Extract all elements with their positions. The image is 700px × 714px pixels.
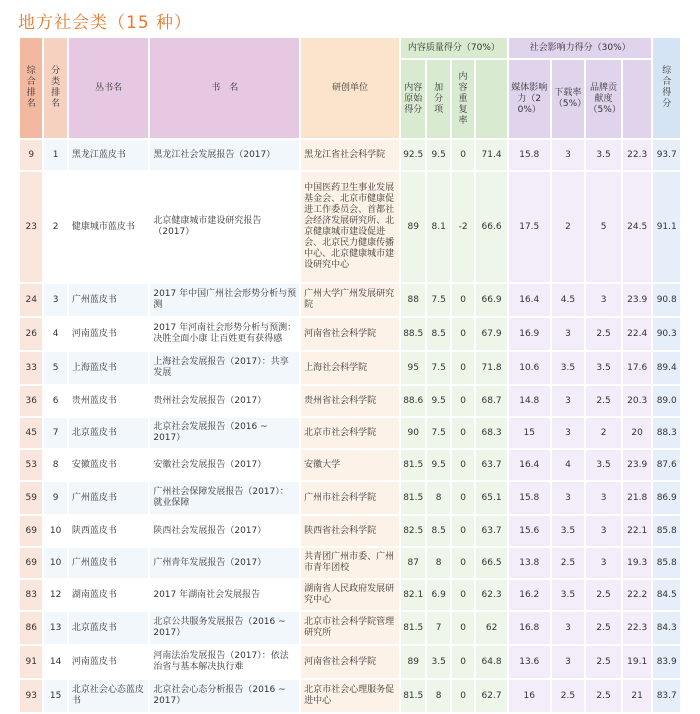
cell-social-score: 22.3 [623, 140, 652, 170]
cell-research-unit: 河南省社会科学院 [301, 646, 399, 678]
cell-category-rank: 13 [44, 612, 66, 644]
cell-quality-bonus: 9.5 [427, 450, 449, 480]
cell-media-influence: 16.8 [509, 612, 550, 644]
cell-quality-duplication: 0 [452, 548, 474, 578]
header-social-score [623, 60, 652, 138]
cell-download-rate: 3.5 [552, 352, 585, 384]
table-row [20, 580, 680, 610]
cell-book-title: 河南法治发展报告（2017）：依法治省与基本解决执行难 [150, 646, 299, 678]
cell-quality-duplication: 0 [452, 318, 474, 350]
cell-brand-contribution: 2.5 [586, 386, 621, 416]
cell-rank: 53 [20, 450, 42, 480]
cell-quality-score: 67.9 [476, 318, 507, 350]
cell-download-rate: 2 [552, 172, 585, 282]
table-row [20, 140, 680, 170]
header-download-rate: 下载率（5%） [552, 60, 585, 138]
header-research-unit: 研创单位 [301, 38, 399, 138]
cell-quality-duplication: 0 [452, 680, 474, 712]
cell-download-rate: 4.5 [552, 284, 585, 316]
cell-total-score: 89.0 [653, 386, 680, 416]
table-row [20, 646, 680, 678]
cell-media-influence: 13.8 [509, 548, 550, 578]
table-row [20, 612, 680, 644]
table-row [20, 548, 680, 578]
cell-rank: 24 [20, 284, 42, 316]
cell-total-score: 87.6 [653, 450, 680, 480]
cell-category-rank: 3 [44, 284, 66, 316]
cell-quality-original: 87 [401, 548, 425, 578]
cell-media-influence: 16.4 [509, 284, 550, 316]
cell-quality-original: 82.5 [401, 516, 425, 546]
cell-quality-duplication: 0 [452, 482, 474, 514]
cell-media-influence: 16 [509, 680, 550, 712]
cell-category-rank: 15 [44, 680, 66, 712]
cell-social-score: 22.1 [623, 516, 652, 546]
cell-research-unit: 贵州省社会科学院 [301, 386, 399, 416]
header-quality-score [476, 60, 507, 138]
cell-quality-duplication: 0 [452, 450, 474, 480]
cell-quality-bonus: 8 [427, 680, 449, 712]
ranking-table [18, 36, 682, 714]
cell-download-rate: 3 [552, 612, 585, 644]
cell-quality-score: 62.3 [476, 580, 507, 610]
cell-series-name: 上海蓝皮书 [69, 352, 149, 384]
cell-social-score: 23.9 [623, 284, 652, 316]
table-row [20, 450, 680, 480]
page-title: 地方社会类（15 种） [18, 13, 193, 33]
cell-research-unit: 中国医药卫生事业发展基金会、北京市健康促进工作委员会、首都社会经济发展研究所、北京健康城市建设促进会、北京民力健康传播中心、北京健康城市建设研究中心 [301, 172, 399, 282]
cell-rank: 93 [20, 680, 42, 712]
cell-book-title: 陕西社会发展报告（2017） [150, 516, 299, 546]
cell-media-influence: 16.9 [509, 318, 550, 350]
cell-category-rank: 10 [44, 548, 66, 578]
cell-quality-bonus: 7.5 [427, 284, 449, 316]
cell-quality-duplication: 0 [452, 284, 474, 316]
cell-total-score: 91.1 [653, 172, 680, 282]
cell-social-score: 24.5 [623, 172, 652, 282]
cell-quality-score: 63.7 [476, 450, 507, 480]
cell-quality-score: 71.4 [476, 140, 507, 170]
cell-brand-contribution: 3.5 [586, 140, 621, 170]
cell-series-name: 黑龙江蓝皮书 [69, 140, 149, 170]
cell-social-score: 21 [623, 680, 652, 712]
table-row [20, 482, 680, 514]
cell-download-rate: 3 [552, 318, 585, 350]
cell-quality-score: 65.1 [476, 482, 507, 514]
cell-research-unit: 北京市社会科学院 [301, 418, 399, 448]
cell-rank: 59 [20, 482, 42, 514]
cell-media-influence: 10.6 [509, 352, 550, 384]
cell-brand-contribution: 3 [586, 548, 621, 578]
cell-brand-contribution: 5 [586, 172, 621, 282]
table-row [20, 172, 680, 282]
cell-social-score: 23.9 [623, 450, 652, 480]
cell-research-unit: 广州大学广州发展研究院 [301, 284, 399, 316]
cell-research-unit: 黑龙江省社会科学院 [301, 140, 399, 170]
cell-media-influence: 17.5 [509, 172, 550, 282]
cell-quality-original: 81.5 [401, 450, 425, 480]
cell-rank: 83 [20, 580, 42, 610]
cell-research-unit: 北京市社会科学院管理研究所 [301, 612, 399, 644]
header-media-influence: 媒体影响力（20%） [509, 60, 550, 138]
cell-rank: 91 [20, 646, 42, 678]
cell-brand-contribution: 2.5 [586, 318, 621, 350]
cell-quality-original: 82.1 [401, 580, 425, 610]
cell-brand-contribution: 2.5 [586, 580, 621, 610]
cell-quality-original: 92.5 [401, 140, 425, 170]
cell-research-unit: 安徽大学 [301, 450, 399, 480]
cell-total-score: 84.5 [653, 580, 680, 610]
cell-research-unit: 湖南省人民政府发展研究中心 [301, 580, 399, 610]
cell-quality-original: 89 [401, 172, 425, 282]
cell-quality-score: 66.9 [476, 284, 507, 316]
cell-quality-bonus: 7.5 [427, 352, 449, 384]
cell-book-title: 广州青年发展报告（2017） [150, 548, 299, 578]
cell-category-rank: 2 [44, 172, 66, 282]
cell-media-influence: 16.4 [509, 450, 550, 480]
cell-research-unit: 陕西省社会科学院 [301, 516, 399, 546]
cell-quality-original: 81.5 [401, 680, 425, 712]
cell-book-title: 北京公共服务发展报告（2016 ~ 2017） [150, 612, 299, 644]
cell-total-score: 90.3 [653, 318, 680, 350]
cell-total-score: 84.3 [653, 612, 680, 644]
cell-quality-original: 90 [401, 418, 425, 448]
cell-brand-contribution: 3.5 [586, 352, 621, 384]
cell-social-score: 20 [623, 418, 652, 448]
header-total-score: 综合得分 [653, 38, 680, 138]
cell-media-influence: 16.2 [509, 580, 550, 610]
cell-book-title: 2017 年中国广州社会形势分析与预测 [150, 284, 299, 316]
cell-total-score: 83.9 [653, 646, 680, 678]
cell-quality-score: 66.5 [476, 548, 507, 578]
cell-quality-original: 95 [401, 352, 425, 384]
cell-brand-contribution: 2.5 [586, 612, 621, 644]
header-quality-group: 内容质量得分（70%） [401, 38, 507, 58]
cell-quality-original: 81.5 [401, 482, 425, 514]
cell-total-score: 88.3 [653, 418, 680, 448]
cell-rank: 9 [20, 140, 42, 170]
cell-research-unit: 广州市社会科学院 [301, 482, 399, 514]
table-row [20, 386, 680, 416]
cell-media-influence: 15.8 [509, 482, 550, 514]
cell-rank: 33 [20, 352, 42, 384]
cell-social-score: 22.3 [623, 612, 652, 644]
cell-series-name: 广州蓝皮书 [69, 482, 149, 514]
cell-social-score: 17.6 [623, 352, 652, 384]
cell-series-name: 广州蓝皮书 [69, 548, 149, 578]
cell-media-influence: 15.6 [509, 516, 550, 546]
cell-total-score: 85.8 [653, 516, 680, 546]
cell-social-score: 22.4 [623, 318, 652, 350]
cell-book-title: 北京社会心态分析报告（2016 ~ 2017） [150, 680, 299, 712]
cell-research-unit: 上海社会科学院 [301, 352, 399, 384]
cell-research-unit: 共青团广州市委、广州市青年团校 [301, 548, 399, 578]
cell-series-name: 湖南蓝皮书 [69, 580, 149, 610]
cell-series-name: 广州蓝皮书 [69, 284, 149, 316]
cell-total-score: 85.8 [653, 548, 680, 578]
header-book-title: 书 名 [150, 38, 299, 138]
cell-rank: 69 [20, 516, 42, 546]
table-row [20, 352, 680, 384]
cell-quality-duplication: 0 [452, 140, 474, 170]
header-category-rank: 分类排名 [44, 38, 66, 138]
cell-category-rank: 12 [44, 580, 66, 610]
cell-social-score: 22.2 [623, 580, 652, 610]
cell-quality-duplication: 0 [452, 580, 474, 610]
table-row [20, 516, 680, 546]
cell-category-rank: 1 [44, 140, 66, 170]
cell-download-rate: 3.5 [552, 516, 585, 546]
cell-series-name: 北京蓝皮书 [69, 612, 149, 644]
cell-series-name: 陕西蓝皮书 [69, 516, 149, 546]
cell-research-unit: 河南省社会科学院 [301, 318, 399, 350]
cell-category-rank: 14 [44, 646, 66, 678]
cell-social-score: 20.3 [623, 386, 652, 416]
cell-download-rate: 3 [552, 418, 585, 448]
cell-total-score: 89.4 [653, 352, 680, 384]
cell-brand-contribution: 2.5 [586, 680, 621, 712]
cell-media-influence: 14.8 [509, 386, 550, 416]
cell-social-score: 21.8 [623, 482, 652, 514]
cell-total-score: 90.8 [653, 284, 680, 316]
cell-brand-contribution: 3 [586, 516, 621, 546]
cell-download-rate: 4 [552, 450, 585, 480]
cell-quality-duplication: -2 [452, 172, 474, 282]
cell-download-rate: 3.5 [552, 580, 585, 610]
cell-download-rate: 2.5 [552, 548, 585, 578]
cell-category-rank: 10 [44, 516, 66, 546]
cell-download-rate: 3 [552, 482, 585, 514]
cell-book-title: 北京社会发展报告（2016 ~ 2017） [150, 418, 299, 448]
cell-series-name: 安徽蓝皮书 [69, 450, 149, 480]
cell-category-rank: 7 [44, 418, 66, 448]
cell-rank: 69 [20, 548, 42, 578]
cell-quality-original: 88.6 [401, 386, 425, 416]
cell-book-title: 广州社会保障发展报告（2017）：就业保障 [150, 482, 299, 514]
cell-quality-bonus: 7.5 [427, 418, 449, 448]
cell-quality-score: 63.7 [476, 516, 507, 546]
cell-category-rank: 8 [44, 450, 66, 480]
cell-series-name: 河南蓝皮书 [69, 646, 149, 678]
header-brand-contribution: 品牌贡献度（5%） [586, 60, 621, 138]
cell-quality-duplication: 0 [452, 516, 474, 546]
cell-book-title: 北京健康城市建设研究报告（2017） [150, 172, 299, 282]
cell-quality-original: 88.5 [401, 318, 425, 350]
ranking-table-container [18, 36, 682, 714]
cell-social-score: 19.3 [623, 548, 652, 578]
cell-total-score: 83.7 [653, 680, 680, 712]
cell-quality-original: 88 [401, 284, 425, 316]
cell-series-name: 贵州蓝皮书 [69, 386, 149, 416]
cell-book-title: 贵州社会发展报告（2017） [150, 386, 299, 416]
cell-download-rate: 3 [552, 386, 585, 416]
cell-download-rate: 3 [552, 140, 585, 170]
cell-rank: 86 [20, 612, 42, 644]
cell-media-influence: 15.8 [509, 140, 550, 170]
cell-rank: 23 [20, 172, 42, 282]
cell-quality-duplication: 0 [452, 612, 474, 644]
cell-category-rank: 9 [44, 482, 66, 514]
cell-rank: 36 [20, 386, 42, 416]
header-quality-duplication: 内容重复率 [452, 60, 474, 138]
cell-rank: 45 [20, 418, 42, 448]
cell-quality-score: 71.8 [476, 352, 507, 384]
table-row [20, 284, 680, 316]
cell-brand-contribution: 2 [586, 418, 621, 448]
cell-series-name: 北京社会心态蓝皮书 [69, 680, 149, 712]
header-series-name: 丛书名 [69, 38, 149, 138]
cell-download-rate: 2.5 [552, 680, 585, 712]
cell-category-rank: 6 [44, 386, 66, 416]
cell-total-score: 93.7 [653, 140, 680, 170]
cell-book-title: 2017 年河南社会形势分析与预测：决胜全面小康 让百姓更有获得感 [150, 318, 299, 350]
cell-quality-bonus: 6.9 [427, 580, 449, 610]
cell-quality-duplication: 0 [452, 352, 474, 384]
cell-quality-bonus: 8 [427, 548, 449, 578]
cell-series-name: 河南蓝皮书 [69, 318, 149, 350]
cell-book-title: 安徽社会发展报告（2017） [150, 450, 299, 480]
cell-series-name: 健康城市蓝皮书 [69, 172, 149, 282]
cell-quality-bonus: 3.5 [427, 646, 449, 678]
cell-book-title: 上海社会发展报告（2017）：共享发展 [150, 352, 299, 384]
cell-quality-bonus: 7 [427, 612, 449, 644]
cell-quality-score: 62.7 [476, 680, 507, 712]
cell-book-title: 2017 年湖南社会发展报告 [150, 580, 299, 610]
table-row [20, 318, 680, 350]
cell-quality-bonus: 9.5 [427, 386, 449, 416]
cell-quality-score: 66.6 [476, 172, 507, 282]
cell-total-score: 86.9 [653, 482, 680, 514]
header-quality-bonus: 加分项 [427, 60, 449, 138]
cell-media-influence: 15 [509, 418, 550, 448]
cell-brand-contribution: 3.5 [586, 450, 621, 480]
cell-brand-contribution: 2.5 [586, 646, 621, 678]
cell-quality-original: 81.5 [401, 612, 425, 644]
table-row [20, 680, 680, 712]
cell-research-unit: 北京市社会心理服务促进中心 [301, 680, 399, 712]
cell-social-score: 19.1 [623, 646, 652, 678]
cell-book-title: 黑龙江社会发展报告（2017） [150, 140, 299, 170]
cell-quality-bonus: 9.5 [427, 140, 449, 170]
cell-quality-bonus: 8.5 [427, 318, 449, 350]
cell-brand-contribution: 3 [586, 284, 621, 316]
cell-quality-duplication: 0 [452, 646, 474, 678]
cell-quality-bonus: 8.5 [427, 516, 449, 546]
cell-quality-duplication: 0 [452, 386, 474, 416]
cell-download-rate: 3 [552, 646, 585, 678]
cell-rank: 26 [20, 318, 42, 350]
cell-category-rank: 5 [44, 352, 66, 384]
header-social-group: 社会影响力得分（30%） [509, 38, 652, 58]
cell-quality-duplication: 0 [452, 418, 474, 448]
cell-series-name: 北京蓝皮书 [69, 418, 149, 448]
table-row [20, 418, 680, 448]
cell-quality-bonus: 8 [427, 482, 449, 514]
header-quality-original: 内容原始得分 [401, 60, 425, 138]
cell-quality-score: 64.8 [476, 646, 507, 678]
cell-brand-contribution: 3 [586, 482, 621, 514]
cell-quality-score: 68.3 [476, 418, 507, 448]
cell-quality-score: 68.7 [476, 386, 507, 416]
cell-category-rank: 4 [44, 318, 66, 350]
cell-quality-bonus: 8.1 [427, 172, 449, 282]
cell-quality-score: 62 [476, 612, 507, 644]
header-rank: 综合排名 [20, 38, 42, 138]
cell-media-influence: 13.6 [509, 646, 550, 678]
cell-quality-original: 89 [401, 646, 425, 678]
